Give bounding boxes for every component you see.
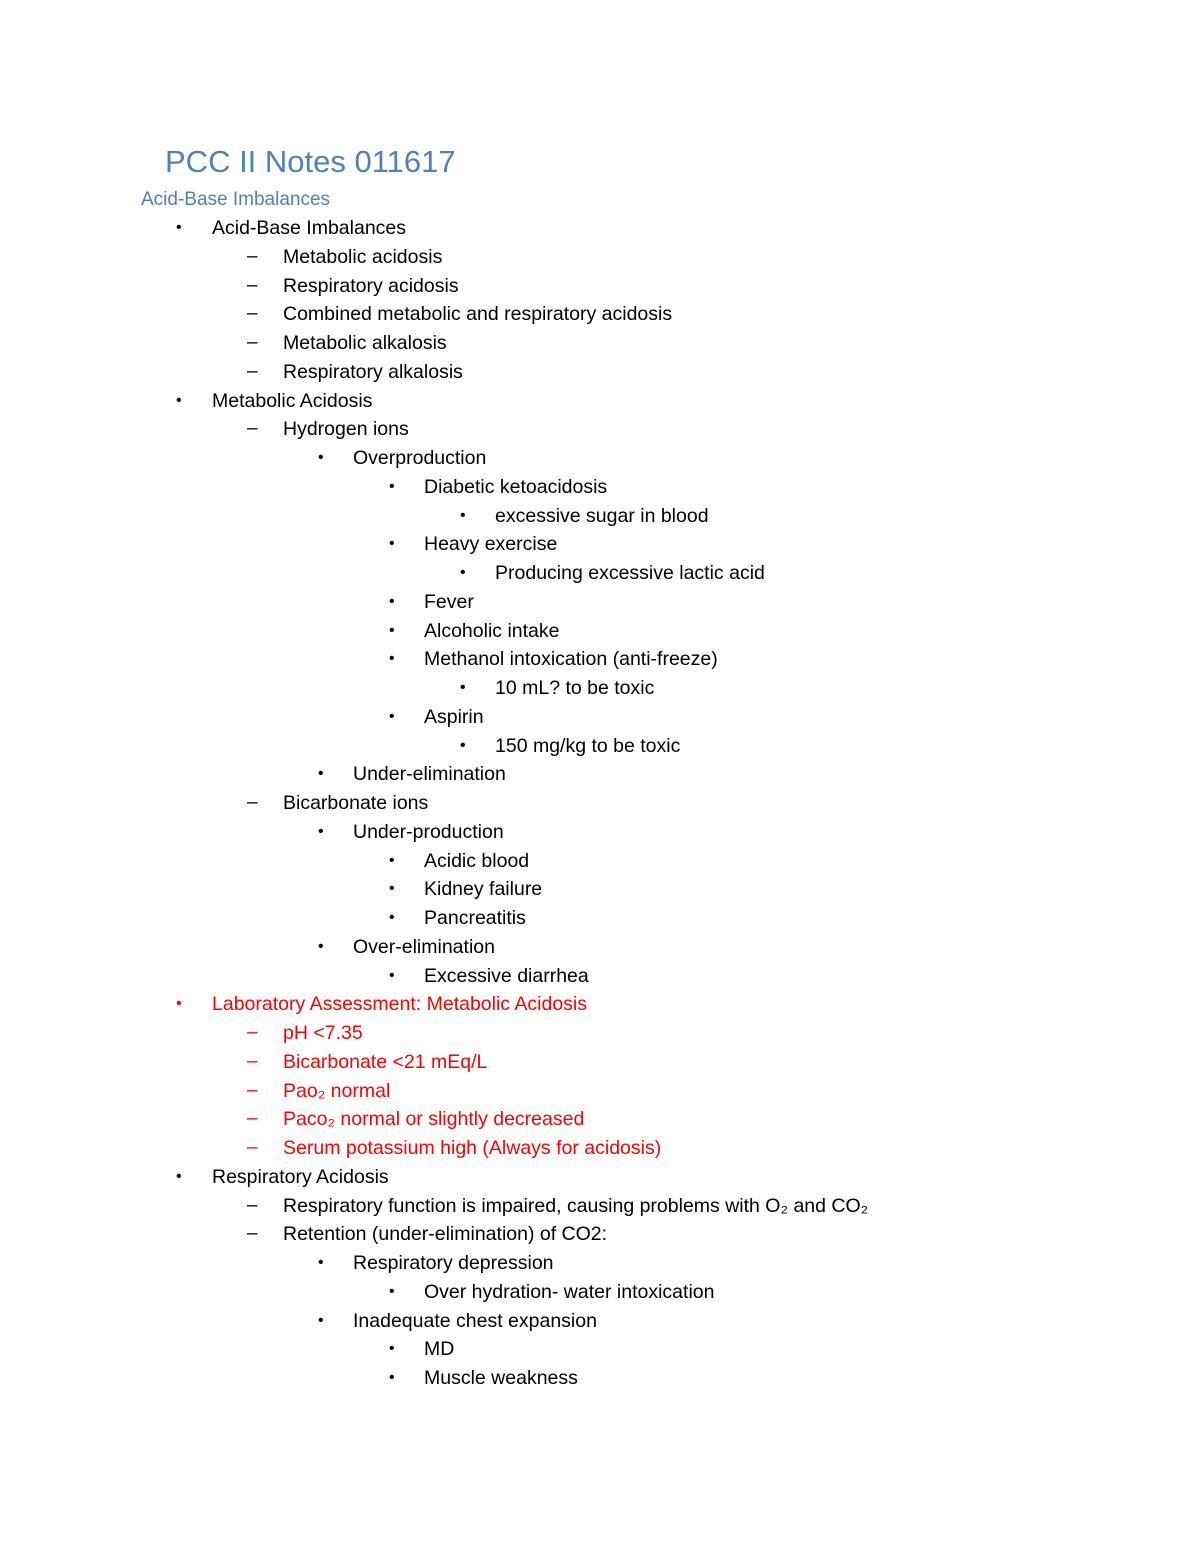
outline-item-level-1 <box>0 214 1200 242</box>
bullet-icon: • <box>389 851 395 869</box>
outline-item-level-4 <box>0 1364 1200 1392</box>
bullet-icon: • <box>389 592 395 610</box>
outline-item-text: 150 mg/kg to be toxic <box>495 734 681 757</box>
outline-item-text: Pao₂ normal <box>283 1079 391 1102</box>
outline-item-text: Metabolic Acidosis <box>212 389 373 412</box>
outline-item-text: Alcoholic intake <box>424 619 560 642</box>
bullet-icon: • <box>318 765 324 783</box>
outline-item-text: Under-production <box>353 820 504 843</box>
outline-item-text: Aspirin <box>424 705 484 728</box>
bullet-icon: • <box>389 1340 395 1358</box>
outline-item-text: Over-elimination <box>353 935 495 958</box>
dash-bullet-icon: – <box>247 1050 258 1072</box>
outline-item-text: Over hydration- water intoxication <box>424 1280 715 1303</box>
outline-item-text: Under-elimination <box>353 763 506 786</box>
outline-item-level-2 <box>0 1019 1200 1047</box>
dash-bullet-icon: – <box>247 1137 258 1158</box>
outline-item-text: Serum potassium high (Always for acidosis) <box>283 1137 662 1159</box>
bullet-icon: • <box>389 966 395 984</box>
outline-item-text: Acid-Base Imbalances <box>212 217 407 239</box>
outline-item-text: Respiratory Acidosis <box>212 1165 389 1188</box>
outline-item-text: Kidney failure <box>424 878 543 901</box>
bullet-icon: • <box>389 535 395 553</box>
outline-item-text: Methanol intoxication (anti-freeze) <box>424 648 718 671</box>
outline-item-level-5 <box>0 559 1200 587</box>
bullet-icon: • <box>460 679 466 696</box>
dash-bullet-icon: – <box>247 1194 258 1216</box>
outline-item-level-2 <box>0 272 1200 300</box>
dash-bullet-icon: – <box>247 1079 258 1101</box>
outline-item-text: Heavy exercise <box>424 533 558 556</box>
outline-item-level-2 <box>0 415 1200 443</box>
bullet-icon: • <box>318 1311 324 1329</box>
outline-item-text: Bicarbonate ions <box>283 792 429 814</box>
outline-item-level-4 <box>0 703 1200 731</box>
outline-item-level-2 <box>0 1077 1200 1105</box>
outline-item-level-4 <box>0 962 1200 990</box>
outline-item-level-4 <box>0 875 1200 903</box>
dash-bullet-icon: – <box>247 332 258 353</box>
outline-item-level-2 <box>0 243 1200 271</box>
outline-item-level-4 <box>0 530 1200 558</box>
outline-item-text: Paco₂ normal or slightly decreased <box>283 1108 585 1131</box>
outline-item-text: MD <box>424 1338 455 1361</box>
bullet-icon: • <box>176 219 182 236</box>
bullet-icon: • <box>460 506 466 524</box>
outline-item-text: Retention (under-elimination) of CO2: <box>283 1223 608 1246</box>
outline-item-level-2 <box>0 1192 1200 1220</box>
outline-item-level-4 <box>0 1335 1200 1363</box>
dash-bullet-icon: – <box>247 245 258 267</box>
outline-item-level-2 <box>0 1220 1200 1248</box>
outline-item-level-4 <box>0 1278 1200 1306</box>
outline-item-level-3 <box>0 1307 1200 1335</box>
outline-item-level-1 <box>0 990 1200 1018</box>
outline-item-level-2 <box>0 1134 1200 1162</box>
bullet-icon: • <box>176 1167 182 1185</box>
outline-item-text: Metabolic acidosis <box>283 245 443 268</box>
outline-item-text: 10 mL? to be toxic <box>495 677 655 699</box>
outline-item-text: Combined metabolic and respiratory acidosis <box>283 303 673 326</box>
dash-bullet-icon: – <box>247 303 258 325</box>
bullet-icon: • <box>318 449 324 466</box>
outline-item-text: Producing excessive lactic acid <box>495 562 765 584</box>
bullet-icon: • <box>389 1282 395 1300</box>
outline-item-level-2 <box>0 789 1200 817</box>
bullet-icon: • <box>389 880 395 898</box>
dash-bullet-icon: – <box>247 418 258 440</box>
outline-item-level-1 <box>0 1163 1200 1191</box>
dash-bullet-icon: – <box>247 1223 258 1245</box>
outline-item-level-2 <box>0 329 1200 357</box>
outline-item-text: excessive sugar in blood <box>495 504 709 527</box>
outline-item-text: Inadequate chest expansion <box>353 1309 597 1332</box>
outline-item-text: Respiratory depression <box>353 1252 554 1274</box>
outline-item-level-4 <box>0 847 1200 875</box>
dash-bullet-icon: – <box>247 1022 258 1043</box>
outline-item-text: Respiratory acidosis <box>283 274 459 297</box>
outline-item-text: Hydrogen ions <box>283 418 409 441</box>
outline-item-level-4 <box>0 904 1200 932</box>
bullet-icon: • <box>460 564 466 581</box>
dash-bullet-icon: – <box>247 1108 258 1130</box>
page-title: PCC II Notes 011617 <box>165 144 456 179</box>
outline-item-level-4 <box>0 473 1200 501</box>
outline-item-level-4 <box>0 588 1200 616</box>
outline-item-text: Pancreatitis <box>424 907 526 929</box>
outline-item-level-3 <box>0 444 1200 472</box>
bullet-icon: • <box>176 995 182 1013</box>
outline-item-level-3 <box>0 1249 1200 1277</box>
bullet-icon: • <box>176 391 182 409</box>
outline-item-text: Muscle weakness <box>424 1367 578 1389</box>
outline-item-level-3 <box>0 933 1200 961</box>
dash-bullet-icon: – <box>247 360 258 382</box>
outline-item-text: pH <7.35 <box>283 1022 363 1044</box>
outline-item-level-3 <box>0 760 1200 788</box>
outline-item-text: Respiratory alkalosis <box>283 360 463 383</box>
outline-item-text: Overproduction <box>353 447 487 469</box>
dash-bullet-icon: – <box>247 792 258 813</box>
dash-bullet-icon: – <box>247 274 258 296</box>
bullet-icon: • <box>389 909 395 926</box>
bullet-icon: • <box>389 707 395 725</box>
outline-item-level-4 <box>0 617 1200 645</box>
outline-item-text: Fever <box>424 590 474 613</box>
outline-item-level-4 <box>0 645 1200 673</box>
bullet-icon: • <box>460 736 466 754</box>
outline-item-level-3 <box>0 818 1200 846</box>
outline-item-level-2 <box>0 300 1200 328</box>
bullet-icon: • <box>318 1254 324 1271</box>
outline-item-text: Bicarbonate <21 mEq/L <box>283 1050 488 1073</box>
outline-item-level-2 <box>0 1048 1200 1076</box>
bullet-icon: • <box>318 937 324 955</box>
outline-item-level-5 <box>0 732 1200 760</box>
outline-item-text: Acidic blood <box>424 849 530 872</box>
bullet-icon: • <box>389 650 395 668</box>
bullet-icon: • <box>318 822 324 840</box>
bullet-icon: • <box>389 621 395 639</box>
outline-item-level-2 <box>0 358 1200 386</box>
outline-item-text: Excessive diarrhea <box>424 964 589 987</box>
outline-item-text: Diabetic ketoacidosis <box>424 475 608 498</box>
outline-item-text: Metabolic alkalosis <box>283 332 447 354</box>
outline-item-text: Respiratory function is impaired, causing problems with O₂ and CO₂ <box>283 1194 869 1217</box>
outline-item-level-5 <box>0 674 1200 702</box>
bullet-icon: • <box>389 477 395 495</box>
outline-item-text: Laboratory Assessment: Metabolic Acidosis <box>212 993 588 1016</box>
outline-item-level-5 <box>0 502 1200 530</box>
outline-item-level-2 <box>0 1105 1200 1133</box>
outline-item-level-1 <box>0 387 1200 415</box>
bullet-icon: • <box>389 1369 395 1386</box>
section-heading: Acid-Base Imbalances <box>141 189 331 210</box>
